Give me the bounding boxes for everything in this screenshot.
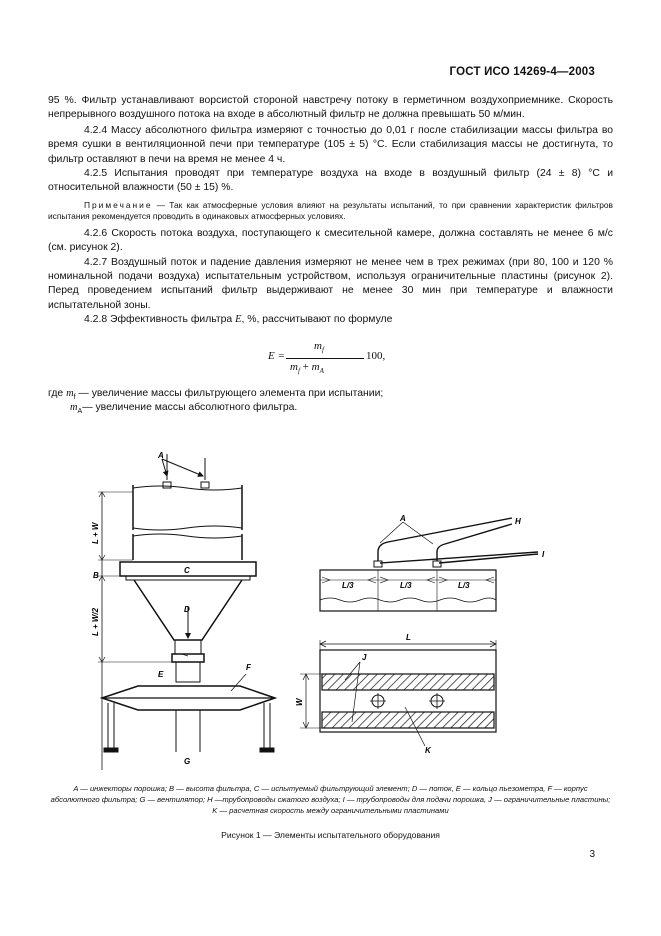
label-I: I (542, 550, 545, 559)
fraction-line (286, 358, 364, 359)
paragraph-4-2-6: 4.2.6 Скорость потока воздуха, поступающего к смесительной камере, должна составлять не менее 6 м/с (см. рисунок 2). (48, 227, 613, 254)
formula-lhs: E = (268, 350, 285, 362)
label-E: E (158, 670, 164, 679)
label-A-right: A (400, 514, 406, 523)
formula-numerator: $m_f$ (314, 340, 324, 354)
note-paragraph (48, 200, 613, 223)
label-L: L (406, 633, 411, 642)
formula-multiplier: 100, (366, 350, 386, 362)
test-equipment-figure (0, 440, 661, 780)
note-text: — Так как атмосферные условия влияют на результаты испытаний, то при сравнении характеристик фильтров испытания рекомендуется проводить в одинаковых атмосферных условиях. (48, 199, 613, 222)
label-J: J (362, 653, 367, 662)
formula-denominator: $m_f + m_A$ (290, 361, 324, 375)
main-text (48, 94, 613, 328)
p428-pre: 4.2.8 Эффективность фильтра (84, 314, 236, 326)
note-label: Примечание (84, 199, 153, 210)
paragraph-4-2-8 (48, 313, 613, 327)
label-C: C (184, 566, 190, 575)
label-K: K (425, 746, 431, 755)
p428-variable: E (235, 314, 242, 326)
page-number: 3 (589, 849, 595, 860)
right-top-drawing (320, 518, 538, 611)
label-B: B (93, 571, 99, 580)
paragraph-4-2-5: 4.2.5 Испытания проводят при температуре воздуха на входе в воздушный фильтр (24 ± 8) °С и относительной влажности (50 ± 15) %. (48, 168, 613, 194)
label-L-plus-W2: L + W/2 (91, 607, 100, 636)
figure-caption: Рисунок 1 — Элементы испытательного оборудования (221, 830, 440, 840)
label-L-plus-W: L + W (91, 522, 100, 544)
paragraph-4-2-4: 4.2.4 Массу абсолютного фильтра измеряют с точностью до 0,01 г после стабилизации массы фильтра во время сушки в вентиляционной печи при температуре (105 ± 5) °С. Если стабилизация массы не достигнута, то фильтр оставляют в печи на время не менее 4 ч. (48, 124, 613, 165)
document-header: ГОСТ ИСО 14269-4—2003 (449, 66, 595, 78)
label-D: D (184, 605, 190, 614)
label-L3-2: L/3 (400, 581, 412, 590)
label-L3-3: L/3 (458, 581, 470, 590)
where-line-1: где $m_f$ — увеличение массы фильтрующего элемента при испытании; (48, 388, 384, 401)
label-L3-1: L/3 (342, 581, 354, 590)
where-line-2: $m_A—$ увеличение массы абсолютного фильтра. (70, 402, 298, 415)
p428-post: , %, рассчитывают по формуле (241, 314, 393, 326)
label-A-left: A (158, 451, 164, 460)
label-W: W (295, 698, 304, 706)
label-F: F (246, 663, 251, 672)
paragraph-4-2-7: 4.2.7 Воздушный поток и падение давления измеряют не менее чем в трех режимах (при 80, 100 и 120 % номинальной подачи воздуха) испытательным устройством, используя ограничительные пластины (рисунок 2). Перед проведением испытаний фильтр выдерживают не менее 30 мин при температуре и влажности испытательной зоны. (48, 256, 613, 311)
efficiency-formula (268, 340, 388, 380)
paragraph-continue: 95 %. Фильтр устанавливают ворсистой стороной навстречу потоку в герметичном воздухоприемнике. Скорость непрерывного воздушного потока на входе в абсолютный фильтр не должна превышать 50 м/мин. (48, 95, 613, 121)
right-bottom-drawing (300, 640, 496, 746)
label-H: H (515, 517, 521, 526)
label-G: G (184, 757, 191, 766)
figure-legend: A — инжекторы порошка; B — высота фильтра, C — испытуемый фильтрующий элемент; D — поток, E — кольцо пьезометра, F — корпус абсолютного фильтра; G — вентилятор; H —трубопроводы сжатого воздуха; I — трубопроводы для подачи порошка, J — ограничительные пластины; K — расчетная скорость между ограничительными пластинами (50, 784, 611, 815)
